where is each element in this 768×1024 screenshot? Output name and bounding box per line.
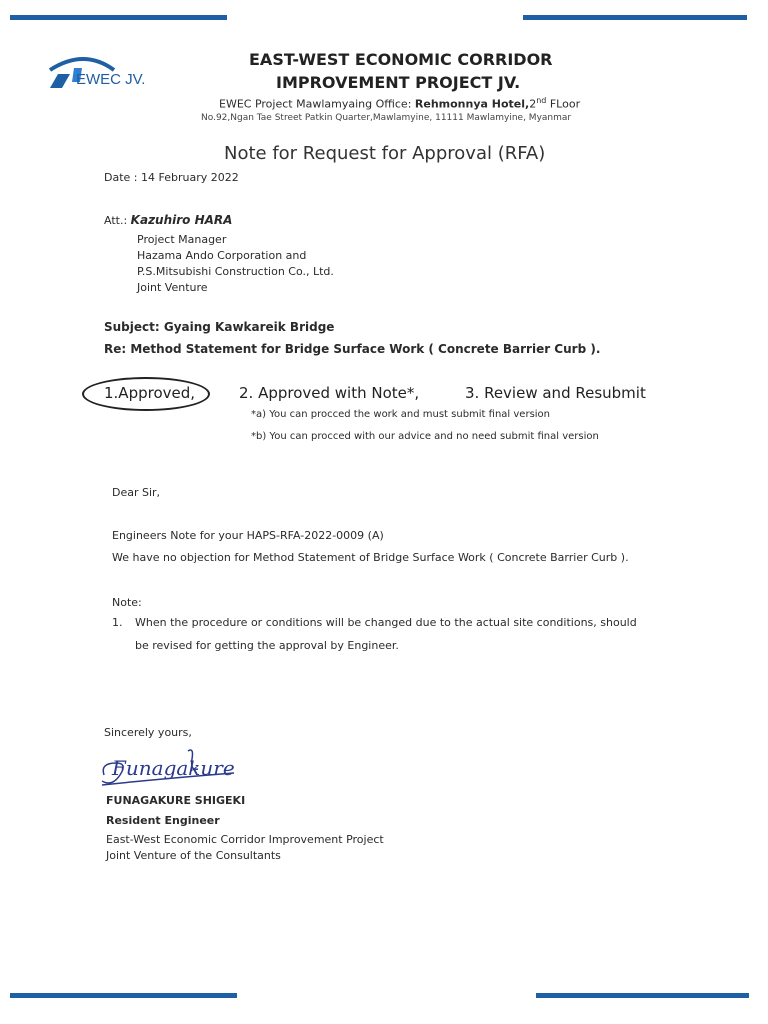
note-number: 1. [112, 616, 123, 629]
bottom-left-bar [10, 993, 237, 998]
org-name-line1: EAST-WEST ECONOMIC CORRIDOR [249, 50, 553, 69]
body-line1: Engineers Note for your HAPS-RFA-2022-0009 (A) [112, 529, 384, 542]
attention-line [104, 213, 232, 227]
attention-name: Kazuhiro HARA [130, 213, 233, 227]
option-note-b: *b) You can procced with our advice and no need submit final version [251, 431, 599, 442]
address: No.92,Ngan Tae Street Patkin Quarter,Mawlamyine, 11111 Mawlamyine, Myanmar [201, 113, 572, 123]
attention-company1: Hazama Ando Corporation and [137, 249, 307, 262]
office-prefix: EWEC Project Mawlamyaing Office: [219, 97, 412, 111]
office-line [219, 96, 580, 111]
option-note-a: *a) You can procced the work and must submit final version [251, 409, 551, 420]
date-line: Date : 14 February 2022 [104, 171, 239, 184]
closing: Sincerely yours, [104, 726, 192, 739]
signatory-name: FUNAGAKURE SHIGEKI [106, 794, 246, 807]
subject-line: Subject: Gyaing Kawkareik Bridge [104, 320, 335, 334]
org-name-line2: IMPROVEMENT PROJECT JV. [276, 73, 521, 92]
attention-prefix: Att.: [104, 214, 128, 227]
salutation: Dear Sir, [112, 486, 161, 499]
office-floor-word: FLoor [549, 97, 581, 111]
attention-company2: P.S.Mitsubishi Construction Co., Ltd. [137, 265, 334, 278]
document-title: Note for Request for Approval (RFA) [224, 143, 546, 164]
office-floor-num: 2 [529, 97, 537, 111]
note-text-line2: be revised for getting the approval by Engineer. [135, 639, 399, 652]
signatory-org2: Joint Venture of the Consultants [106, 849, 281, 862]
note-text-line1: When the procedure or conditions will be changed due to the actual site conditions, should [135, 616, 637, 629]
top-right-bar [523, 15, 747, 20]
option-approved-with-note: 2. Approved with Note*, [239, 384, 420, 402]
option-review-resubmit: 3. Review and Resubmit [465, 384, 646, 402]
signatory-role: Resident Engineer [106, 814, 220, 827]
re-line: Re: Method Statement for Bridge Surface Work ( Concrete Barrier Curb ). [104, 342, 601, 356]
option-approved: 1.Approved, [104, 384, 196, 402]
attention-jv: Joint Venture [137, 281, 208, 294]
body-line2: We have no objection for Method Statement of Bridge Surface Work ( Concrete Barrier Curb ). [112, 551, 629, 564]
office-floor-sup: nd [536, 96, 547, 105]
signature-script: Funagakure [112, 756, 235, 780]
bottom-right-bar [536, 993, 749, 998]
attention-title: Project Manager [137, 233, 227, 246]
signature-image [98, 745, 238, 795]
signatory-org1: East-West Economic Corridor Improvement Project [106, 833, 384, 846]
logo-text: EWEC JV. [76, 71, 146, 88]
top-left-bar [10, 15, 227, 20]
office-hotel: Rehmonnya Hotel, [414, 97, 530, 111]
logo-bridge-icon [44, 52, 174, 96]
ewec-logo [44, 52, 174, 96]
note-label: Note: [112, 596, 142, 609]
